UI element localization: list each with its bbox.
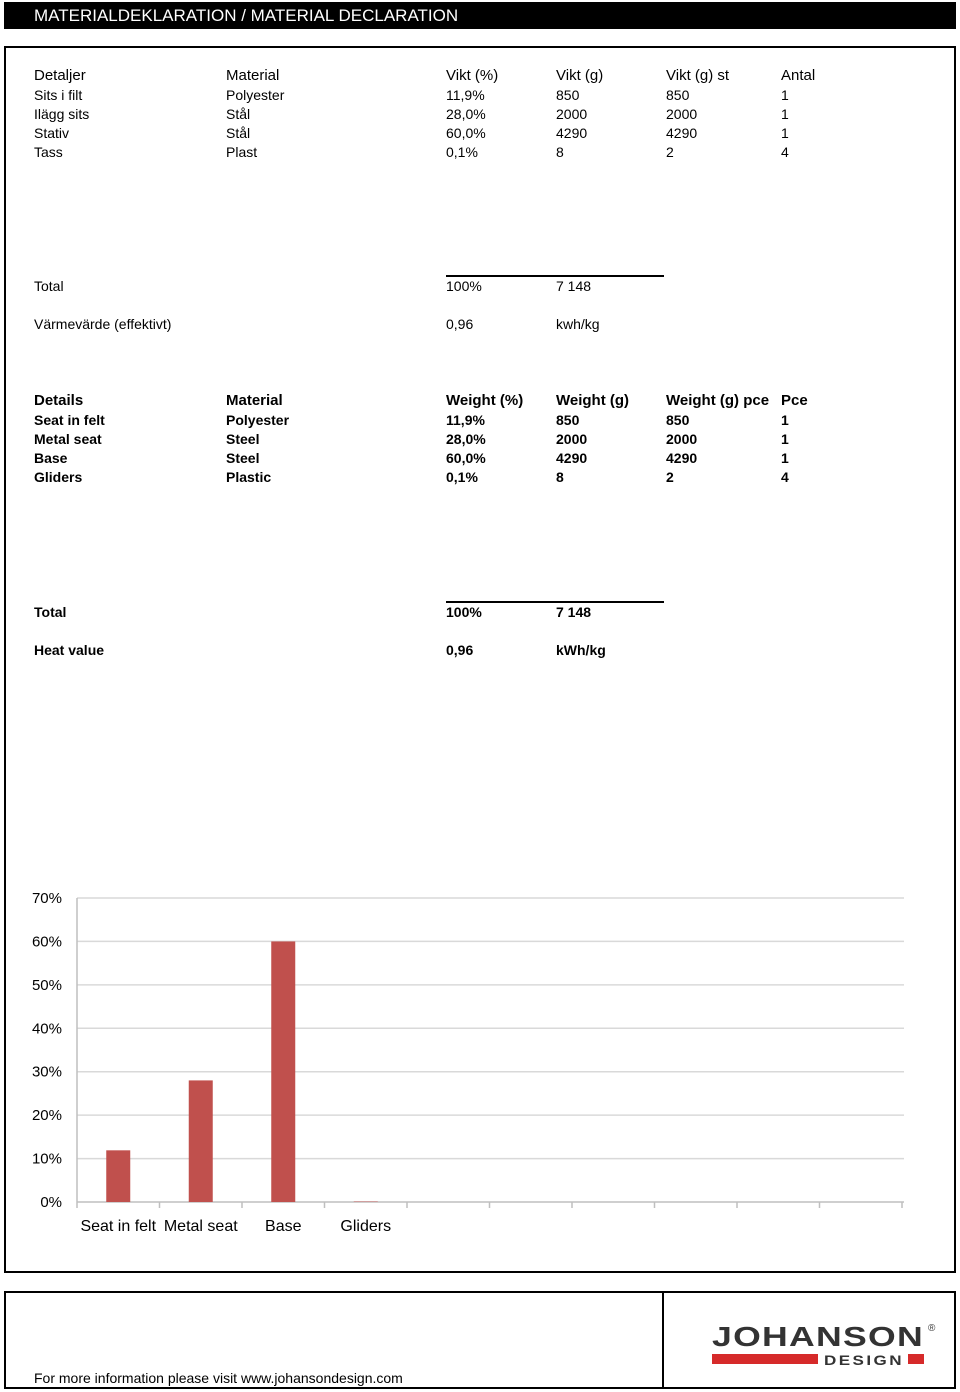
- column-header: Weight (g): [556, 392, 630, 409]
- table-cell: 4: [781, 144, 789, 160]
- table-cell: Plastic: [226, 469, 272, 485]
- y-tick-label: 10%: [31, 1150, 62, 1168]
- table-cell: 60,0%: [446, 125, 486, 141]
- table-cell: 0,1%: [446, 469, 478, 485]
- table-cell: 11,9%: [446, 87, 485, 103]
- total-percent: 100%: [446, 604, 482, 620]
- x-category-label: Metal seat: [163, 1218, 238, 1235]
- table-cell: 2: [666, 144, 674, 160]
- table-cell: 1: [781, 431, 789, 447]
- y-tick-label: 20%: [31, 1107, 62, 1125]
- table-cell: Steel: [226, 450, 260, 466]
- table-cell: 850: [556, 87, 580, 103]
- table-cell: Plast: [226, 144, 258, 160]
- column-header: Antal: [781, 67, 816, 84]
- total-rule: [446, 275, 664, 277]
- total-weight: 7 148: [556, 278, 592, 294]
- column-header: Vikt (%): [446, 67, 499, 84]
- column-header: Material: [226, 392, 283, 409]
- bar: [271, 941, 295, 1202]
- table-cell: Tass: [34, 144, 63, 160]
- y-tick-label: 50%: [31, 976, 62, 994]
- table-cell: 4290: [666, 125, 698, 141]
- column-header: Weight (%): [446, 392, 524, 409]
- y-tick-label: 60%: [31, 933, 62, 951]
- table-cell: 1: [781, 87, 789, 103]
- logo-red-bar: [712, 1354, 818, 1364]
- table-cell: Polyester: [226, 412, 290, 428]
- x-category-label: Gliders: [340, 1218, 392, 1235]
- table-cell: 4: [781, 469, 789, 485]
- table-cell: 60,0%: [446, 450, 486, 466]
- x-category-label: Base: [265, 1218, 302, 1235]
- table-cell: 1: [781, 412, 789, 428]
- johanson-design-logo: [712, 1320, 938, 1370]
- table-cell: 1: [781, 450, 789, 466]
- table-cell: 2000: [556, 106, 588, 122]
- table-cell: Stativ: [34, 125, 70, 141]
- total-label: Total: [34, 604, 67, 620]
- table-cell: 4290: [666, 450, 698, 466]
- total-rule: [446, 601, 664, 603]
- table-cell: 28,0%: [446, 431, 486, 447]
- footer-divider: [662, 1291, 664, 1389]
- table-cell: Stål: [226, 106, 251, 122]
- y-tick-label: 30%: [31, 1063, 62, 1081]
- table-cell: 28,0%: [446, 106, 486, 122]
- bar: [189, 1080, 213, 1202]
- table-cell: 4290: [556, 450, 588, 466]
- column-header: Detaljer: [34, 67, 86, 84]
- column-header: Details: [34, 392, 84, 409]
- logo-primary-text: JOHANSON: [712, 1321, 924, 1352]
- y-tick-label: 0%: [40, 1194, 62, 1211]
- footer-info-text: For more information please visit www.johansondesign.com: [34, 1370, 403, 1386]
- heat-label: Värmevärde (effektivt): [34, 316, 172, 332]
- column-header: Vikt (g): [556, 67, 604, 84]
- table-cell: 0,1%: [446, 144, 478, 160]
- heat-unit: kWh/kg: [556, 642, 606, 658]
- weight-percent-bar-chart: [0, 880, 960, 1250]
- heat-value: 0,96: [446, 316, 474, 332]
- x-category-label: Seat in felt: [80, 1218, 157, 1235]
- table-cell: 11,9%: [446, 412, 485, 428]
- table-cell: Seat in felt: [34, 412, 105, 428]
- total-percent: 100%: [446, 278, 482, 294]
- total-weight: 7 148: [556, 604, 592, 620]
- table-cell: 8: [556, 144, 564, 160]
- heat-value: 0,96: [446, 642, 474, 658]
- logo-secondary-text: DESIGN: [824, 1352, 904, 1368]
- table-cell: 2000: [666, 431, 698, 447]
- column-header: Material: [226, 67, 280, 84]
- table-cell: 8: [556, 469, 564, 485]
- table-cell: 850: [666, 412, 690, 428]
- table-cell: 850: [666, 87, 690, 103]
- table-cell: Polyester: [226, 87, 285, 103]
- table-cell: 850: [556, 412, 580, 428]
- total-label: Total: [34, 278, 64, 294]
- page-title: MATERIALDEKLARATION / MATERIAL DECLARATION: [4, 2, 956, 29]
- table-cell: 2000: [556, 431, 588, 447]
- logo-registered-mark: ®: [928, 1323, 936, 1334]
- bar: [106, 1150, 130, 1202]
- table-cell: Gliders: [34, 469, 83, 485]
- logo-red-bar-end: [908, 1354, 924, 1364]
- table-cell: 1: [781, 125, 789, 141]
- heat-label: Heat value: [34, 642, 105, 658]
- table-cell: Ilägg sits: [34, 106, 90, 122]
- table-cell: Sits i filt: [34, 87, 83, 103]
- column-header: Pce: [781, 392, 808, 409]
- table-cell: Metal seat: [34, 431, 102, 447]
- table-cell: 4290: [556, 125, 588, 141]
- heat-unit: kwh/kg: [556, 316, 600, 332]
- y-tick-label: 70%: [31, 890, 62, 907]
- table-cell: 2000: [666, 106, 698, 122]
- table-cell: 2: [666, 469, 674, 485]
- table-cell: Steel: [226, 431, 260, 447]
- table-cell: 1: [781, 106, 789, 122]
- table-cell: Stål: [226, 125, 251, 141]
- table-cell: Base: [34, 450, 68, 466]
- y-tick-label: 40%: [31, 1020, 62, 1038]
- column-header: Weight (g) pce: [666, 392, 770, 409]
- column-header: Vikt (g) st: [666, 67, 730, 84]
